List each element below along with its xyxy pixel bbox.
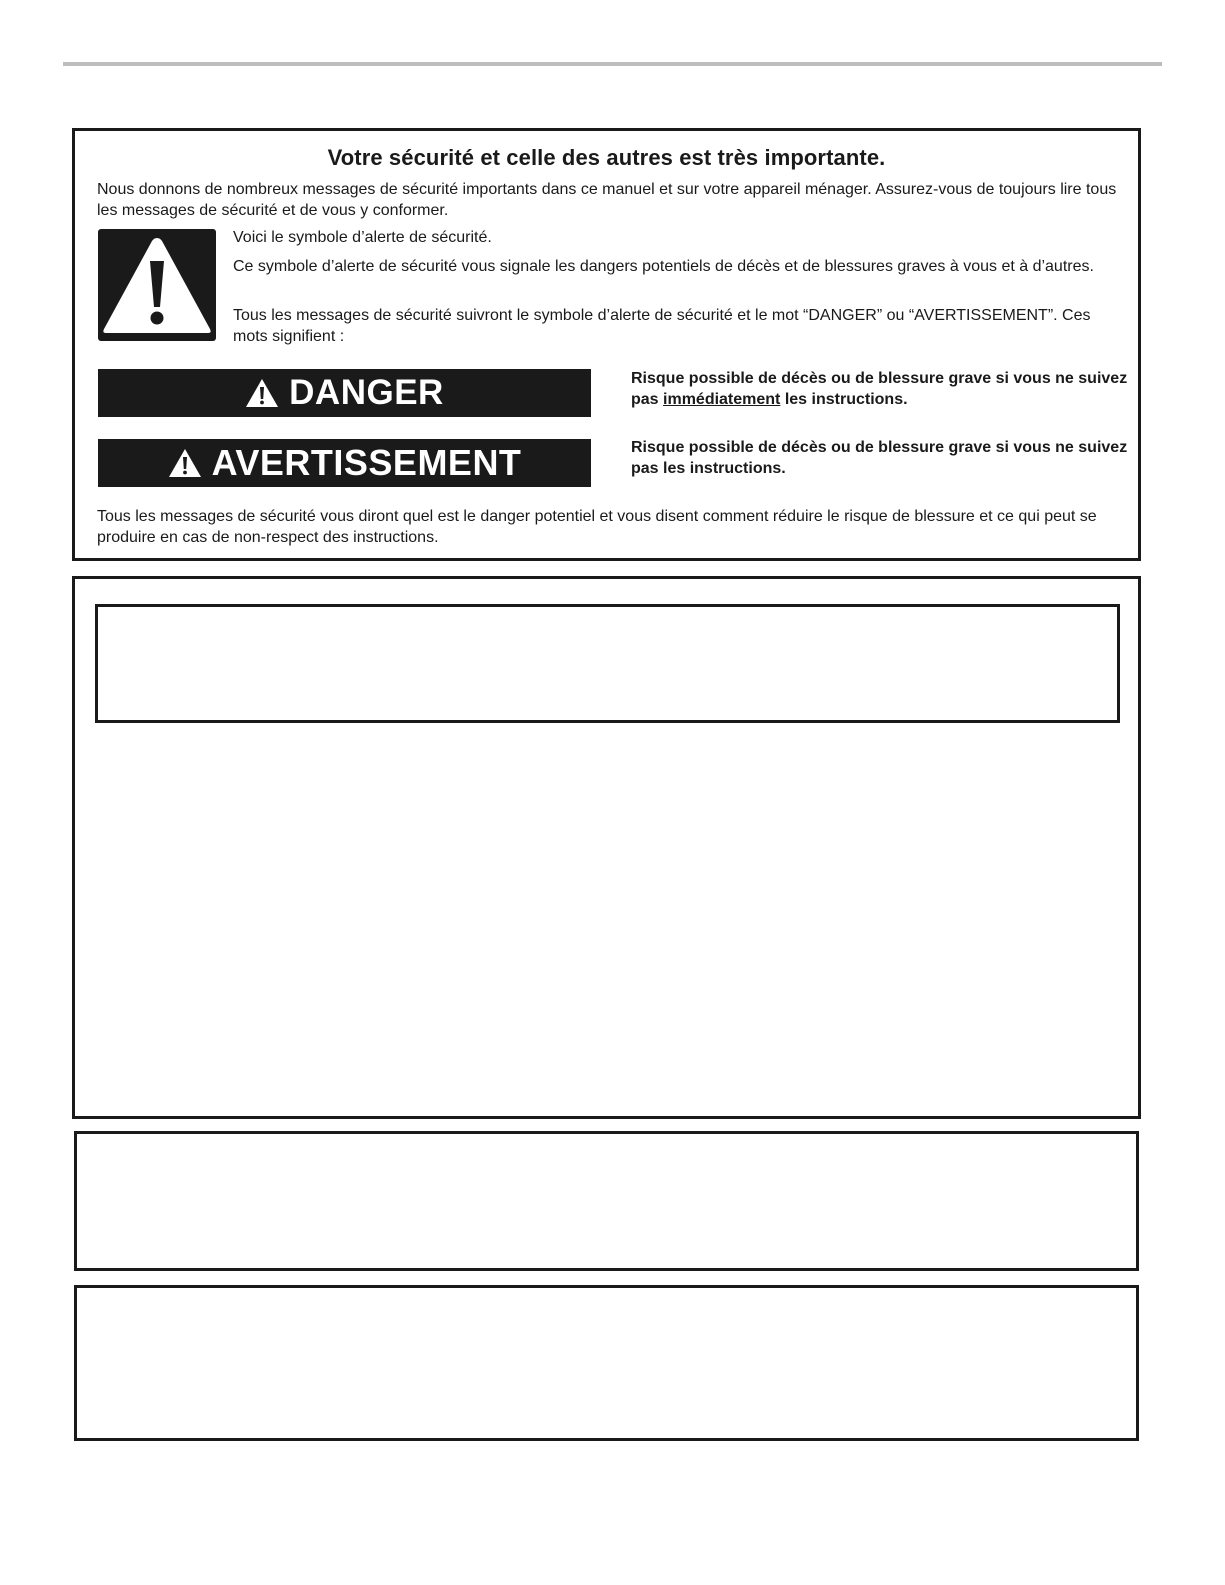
instructions-box <box>74 1131 1139 1271</box>
danger-description <box>631 368 1131 410</box>
header-rule <box>63 62 1162 66</box>
danger-banner <box>98 369 591 417</box>
signal-words-intro: Tous les messages de sécurité suivront le symbole d’alerte de sécurité et le mot “DANGER” ou “AVERTISSEMENT”. Ces mots signifient : <box>233 307 1091 345</box>
danger-desc-text: Risque possible de décès ou de blessure grave si vous ne suivez pas <box>631 370 1128 408</box>
warning-description: Risque possible de décès ou de blessure grave si vous ne suivez pas les instructions. <box>631 439 1128 477</box>
danger-desc-emphasis: immédiatement <box>663 391 781 408</box>
inner-header-box <box>95 604 1120 723</box>
symbol-meaning: Ce symbole d’alerte de sécurité vous signale les dangers potentiels de décès et de blessures graves à vous et à d’autres. <box>233 258 1094 275</box>
danger-desc-end: les instructions. <box>780 391 908 408</box>
warning-triangle-icon <box>168 448 202 478</box>
warning-banner <box>98 439 591 487</box>
danger-label: DANGER <box>289 373 444 412</box>
safety-title: Votre sécurité et celle des autres est très importante. <box>327 145 886 170</box>
safety-notice-box <box>72 128 1141 561</box>
safety-outro: Tous les messages de sécurité vous diront quel est le danger potentiel et vous disent comment réduire le risque de blessure et ce qui peut se produire en cas de non-respect des instructions. <box>97 508 1097 546</box>
warning-label: AVERTISSEMENT <box>211 442 522 483</box>
safety-intro: Nous donnons de nombreux messages de sécurité importants dans ce manuel et sur votre appareil ménager. Assurez-vous de toujours lire tous les messages de sécurité et de vous y conformer. <box>97 181 1117 219</box>
symbol-description: Voici le symbole d’alerte de sécurité. <box>233 229 492 246</box>
instructions-box <box>74 1285 1139 1441</box>
important-instructions-box <box>72 576 1141 1119</box>
warning-triangle-icon <box>245 378 279 408</box>
safety-alert-symbol-icon <box>98 229 216 341</box>
